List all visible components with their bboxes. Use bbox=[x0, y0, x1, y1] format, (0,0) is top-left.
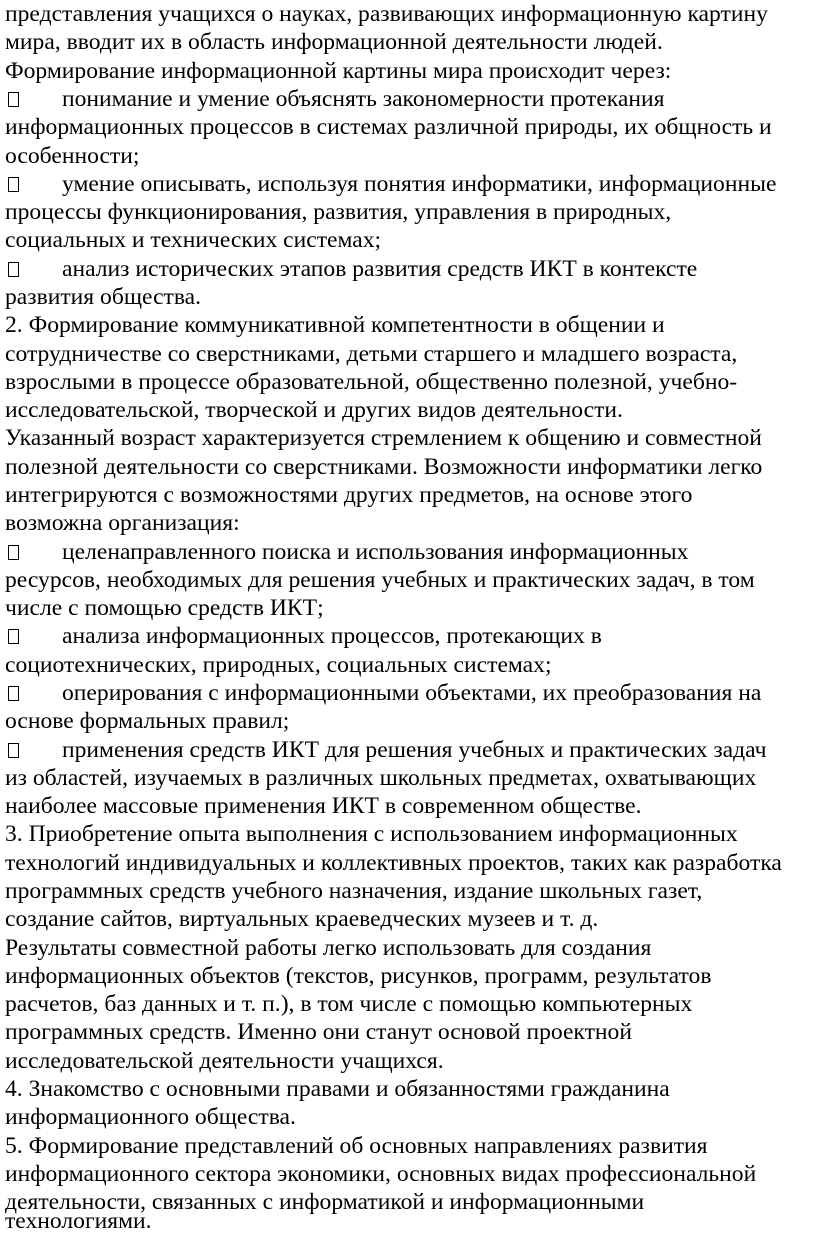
bullet-item bbox=[5, 170, 777, 198]
text-line: деятельности, связанных с информатикой и информационными bbox=[5, 1189, 645, 1215]
text-line: программных средств учебного назначения, издание школьных газет, bbox=[5, 878, 703, 904]
bullet-text: целенаправленного поиска и использования информационных bbox=[62, 539, 689, 565]
text-line: создание сайтов, виртуальных краеведческих музеев и т. д. bbox=[5, 906, 599, 932]
text-line: социальных и технических системах; bbox=[5, 227, 382, 253]
text-line: 4. Знакомство с основными правами и обязанностями гражданина bbox=[5, 1076, 670, 1102]
bullet-text: понимание и умение объяснять закономерности протекания bbox=[62, 86, 665, 112]
bullet-item bbox=[5, 255, 698, 283]
text-line: исследовательской, творческой и других видов деятельности. bbox=[5, 397, 623, 423]
text-line: информационных объектов (текстов, рисунков, программ, результатов bbox=[5, 963, 712, 989]
text-line: мира, вводит их в область информационной деятельности людей. bbox=[5, 29, 663, 55]
text-line: ресурсов, необходимых для решения учебных и практических задач, в том bbox=[5, 567, 755, 593]
text-line: социотехнических, природных, социальных системах; bbox=[5, 652, 552, 678]
bullet-text: анализ исторических этапов развития средств ИКТ в контексте bbox=[62, 256, 698, 282]
text-line: полезной деятельности со сверстниками. Возможности информатики легко bbox=[5, 454, 763, 480]
text-line: из областей, изучаемых в различных школьных предметах, охватывающих bbox=[5, 765, 757, 791]
bullet-item bbox=[5, 538, 689, 566]
bullet-item bbox=[5, 736, 767, 764]
text-line: информационного сектора экономики, основных видах профессиональной bbox=[5, 1161, 757, 1187]
text-line: сотрудничестве со сверстниками, детьми старшего и младшего возраста, bbox=[5, 341, 738, 367]
empty-square-bullet-icon bbox=[8, 262, 19, 277]
empty-square-bullet-icon bbox=[8, 545, 19, 560]
empty-square-bullet-icon bbox=[8, 743, 19, 758]
text-line: особенности; bbox=[5, 143, 140, 169]
text-line: развития общества. bbox=[5, 284, 202, 310]
bullet-item bbox=[5, 679, 762, 707]
bullet-item bbox=[5, 622, 602, 650]
bullet-item bbox=[5, 85, 665, 113]
bullet-text: анализа информационных процессов, протекающих в bbox=[62, 623, 602, 649]
text-line: технологий индивидуальных и коллективных проектов, таких как разработка bbox=[5, 850, 782, 876]
text-line: программных средств. Именно они станут основой проектной bbox=[5, 1019, 632, 1045]
text-line: процессы функционирования, развития, управления в природных, bbox=[5, 199, 672, 225]
text-line: взрослыми в процессе образовательной, общественно полезной, учебно- bbox=[5, 369, 738, 395]
text-line: 2. Формирование коммуникативной компетентности в общении и bbox=[5, 312, 665, 338]
text-line: Результаты совместной работы легко использовать для создания bbox=[5, 935, 652, 961]
empty-square-bullet-icon bbox=[8, 686, 19, 701]
text-line: информационного общества. bbox=[5, 1104, 296, 1130]
text-line: 5. Формирование представлений об основных направлениях развития bbox=[5, 1133, 708, 1159]
text-line: наиболее массовые применения ИКТ в современном обществе. bbox=[5, 793, 642, 819]
text-line: возможна организация: bbox=[5, 510, 240, 536]
text-line: 3. Приобретение опыта выполнения с использованием информационных bbox=[5, 821, 738, 847]
text-line: информационных процессов в системах различной природы, их общность и bbox=[5, 114, 772, 140]
text-line: числе с помощью средств ИКТ; bbox=[5, 595, 324, 621]
text-line: основе формальных правил; bbox=[5, 708, 290, 734]
bullet-text: оперирования с информационными объектами, их преобразования на bbox=[62, 680, 762, 706]
empty-square-bullet-icon bbox=[8, 92, 19, 107]
empty-square-bullet-icon bbox=[8, 629, 19, 644]
text-line: представления учащихся о науках, развивающих информационную картину bbox=[5, 1, 768, 27]
bullet-text: применения средств ИКТ для решения учебных и практических задач bbox=[62, 737, 767, 763]
empty-square-bullet-icon bbox=[8, 177, 19, 192]
bullet-text: умение описывать, используя понятия информатики, информационные bbox=[62, 171, 777, 197]
text-line: технологиями. bbox=[5, 1208, 152, 1234]
text-line: Указанный возраст характеризуется стремлением к общению и совместной bbox=[5, 425, 762, 451]
text-line: Формирование информационной картины мира происходит через: bbox=[5, 58, 672, 84]
text-line: исследовательской деятельности учащихся. bbox=[5, 1048, 444, 1074]
text-line: интегрируются с возможностями других предметов, на основе этого bbox=[5, 482, 693, 508]
text-line: расчетов, баз данных и т. п.), в том числе с помощью компьютерных bbox=[5, 991, 693, 1017]
